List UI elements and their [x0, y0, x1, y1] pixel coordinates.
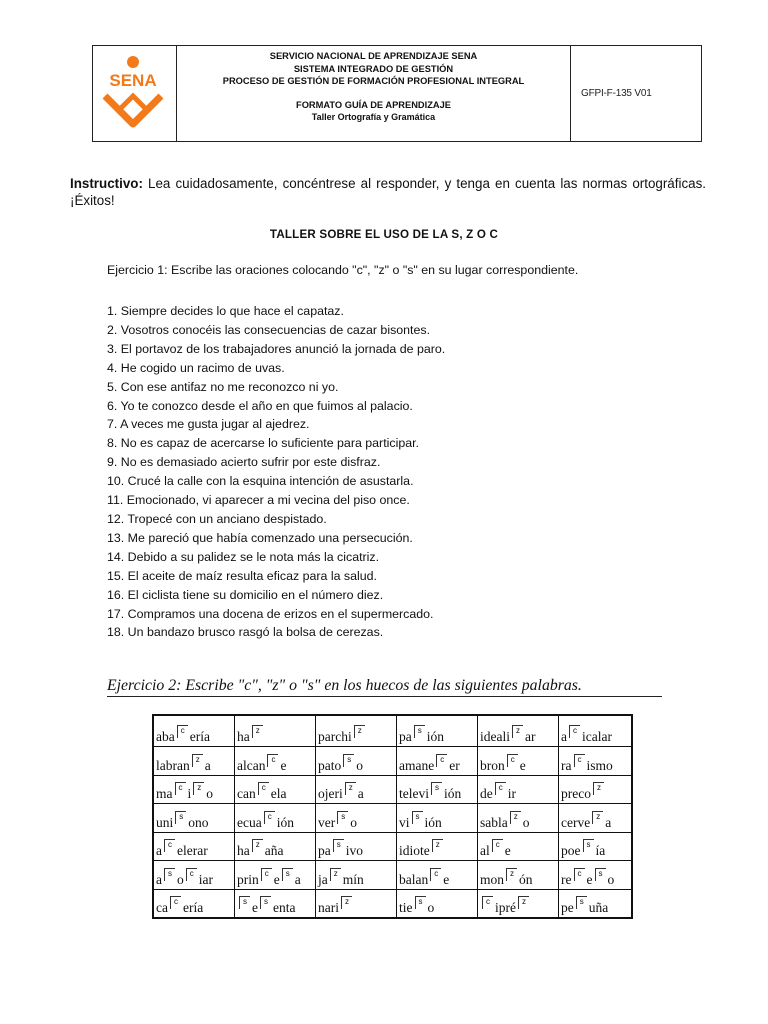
document-code: [571, 46, 701, 141]
letter-box[interactable]: s: [583, 839, 594, 852]
letter-box[interactable]: s: [431, 782, 442, 795]
letter-box[interactable]: z: [252, 725, 263, 738]
word-cell: [397, 747, 478, 776]
word-fragment: ón: [519, 871, 533, 887]
word-cell: [316, 715, 397, 747]
word-cell: [316, 804, 397, 833]
sentence-item: 10. Crucé la calle con la esquina intención de asustarla.: [107, 474, 414, 489]
letter-box[interactable]: z: [341, 896, 352, 909]
word-cell: [478, 775, 559, 804]
word-fragment: idiote: [399, 843, 430, 858]
sentence-item: 2. Vosotros conocéis las consecuencias de cazar bisontes.: [107, 322, 431, 337]
word-cell: [478, 804, 559, 833]
letter-box[interactable]: s: [415, 896, 426, 909]
word-row: [153, 889, 632, 918]
letter-box[interactable]: z: [330, 868, 341, 881]
word-fragment: i: [187, 786, 192, 801]
word-fragment: pa: [318, 843, 331, 858]
header-subtitle: Taller Ortografía y Gramática: [311, 112, 436, 123]
word-cell: [478, 715, 559, 747]
word-fragment: ver: [318, 814, 336, 830]
word-fragment: poe: [561, 843, 581, 858]
word-fragment: ela: [270, 786, 287, 801]
word-cell: [559, 775, 633, 804]
word-fragment: vi: [399, 814, 410, 830]
letter-box[interactable]: c: [170, 896, 181, 909]
letter-box[interactable]: c: [258, 782, 269, 795]
word-row: [153, 804, 632, 833]
word-fragment: ión: [426, 729, 445, 744]
sentence-item: 5. Con ese antifaz no me reconozco ni yo.: [107, 379, 339, 394]
letter-box[interactable]: z: [518, 896, 529, 909]
word-fragment: ca: [156, 900, 168, 915]
word-fragment: a: [156, 843, 162, 858]
word-cell: [316, 747, 397, 776]
word-cell: [397, 889, 478, 918]
sena-logo-icon: [97, 52, 169, 130]
letter-box[interactable]: s: [337, 811, 348, 824]
word-fragment: bron: [480, 757, 505, 773]
letter-box[interactable]: s: [576, 896, 587, 909]
word-fragment: al: [480, 843, 490, 858]
sentence-item: 14. Debido a su palidez se le nota más la cicatriz.: [107, 549, 380, 564]
instructions-text: Lea cuidadosamente, concéntrese al responder, y tenga en cuenta las normas ortográficas. ¡Éxitos!: [70, 176, 706, 208]
sentence-item: 13. Me pareció que había comenzado una persecución.: [107, 530, 413, 545]
word-fragment: ra: [561, 757, 572, 773]
word-row: [153, 861, 632, 890]
word-fragment: o: [350, 814, 357, 830]
word-cell: [235, 889, 316, 918]
sena-logo-cell: [93, 46, 176, 141]
word-fragment: labran: [156, 757, 190, 773]
letter-box[interactable]: z: [345, 782, 356, 795]
word-fragment: mon: [480, 871, 505, 887]
letter-box[interactable]: c: [482, 896, 493, 909]
letter-box[interactable]: s: [595, 868, 606, 881]
word-fragment: cerve: [561, 814, 591, 830]
word-fragment: can: [237, 786, 256, 801]
word-cell: [478, 747, 559, 776]
sentence-item: 15. El aceite de maíz resulta eficaz para la salud.: [107, 568, 377, 583]
instructions-label: Instructivo:: [70, 176, 143, 191]
word-fragment: a: [605, 814, 612, 830]
word-fragment: ha: [237, 843, 250, 858]
word-fragment: balan: [399, 871, 429, 887]
sentence-item: 17. Compramos una docena de erizos en el supermercado.: [107, 606, 434, 621]
letter-box[interactable]: s: [343, 754, 354, 767]
letter-box[interactable]: s: [333, 839, 344, 852]
sentence-item: 6. Yo te conozco desde el año en que fuimos al palacio.: [107, 398, 413, 413]
word-cell: [316, 861, 397, 890]
word-row: [153, 775, 632, 804]
word-fragment: e: [504, 843, 511, 858]
word-fragment: a: [156, 871, 162, 887]
word-cell: [559, 715, 633, 747]
word-fragment: icalar: [582, 729, 612, 744]
word-cell: [153, 715, 235, 747]
header-title-cell: [176, 46, 571, 141]
word-cell: [559, 747, 633, 776]
sentence-item: 11. Emocionado, vi aparecer a mi vecina del piso once.: [107, 493, 410, 508]
word-fragment: e: [280, 757, 287, 773]
exercise1-sentence-list: [107, 302, 445, 642]
word-fragment: e: [443, 871, 450, 887]
word-row: [153, 832, 632, 861]
word-fragment: ería: [189, 729, 210, 744]
word-fragment: elerar: [177, 843, 208, 858]
word-cell: [478, 832, 559, 861]
word-fragment: ía: [595, 843, 606, 858]
letter-box[interactable]: c: [569, 725, 580, 738]
letter-box[interactable]: c: [264, 811, 275, 824]
letter-box[interactable]: c: [186, 868, 197, 881]
sentence-item: 9. No es demasiado acierto sufrir por este disfraz.: [107, 455, 381, 470]
word-fragment: o: [522, 814, 530, 830]
letter-box[interactable]: z: [192, 754, 203, 767]
letter-box[interactable]: z: [510, 811, 521, 824]
letter-box[interactable]: c: [175, 782, 186, 795]
letter-box[interactable]: z: [252, 839, 263, 852]
word-fragment: pato: [318, 757, 342, 773]
word-fragment: ismo: [586, 757, 613, 773]
document-header: [92, 45, 702, 142]
word-cell: [316, 775, 397, 804]
word-cell: [478, 889, 559, 918]
word-fragment: ha: [237, 729, 250, 744]
word-cell: [559, 804, 633, 833]
word-cell: [559, 832, 633, 861]
sentence-item: 7. A veces me gusta jugar al ajedrez.: [107, 417, 310, 432]
word-fragment: ecua: [237, 814, 262, 830]
word-cell: [235, 832, 316, 861]
word-cell: [559, 861, 633, 890]
word-fragment: ideali: [480, 729, 510, 744]
word-fragment: tie: [399, 900, 413, 915]
word-fragment: ono: [188, 814, 209, 830]
letter-box[interactable]: c: [430, 868, 441, 881]
sentence-item: 8. No es capaz de acercarse lo suficiente para participar.: [107, 436, 419, 451]
word-fragment: ión: [276, 814, 294, 830]
letter-box[interactable]: z: [592, 811, 603, 824]
format-title: FORMATO GUÍA DE APRENDIZAJE: [296, 99, 451, 110]
word-cell: [235, 775, 316, 804]
word-cell: [153, 861, 235, 890]
letter-box[interactable]: c: [507, 754, 518, 767]
header-line-3: PROCESO DE GESTIÓN DE FORMACIÓN PROFESIONAL INTEGRAL: [222, 76, 525, 87]
sentence-item: 12. Tropecé con un anciano despistado.: [107, 511, 327, 526]
exercise2-word-table: [152, 714, 633, 919]
letter-box[interactable]: c: [436, 754, 447, 767]
word-fragment: a: [294, 871, 301, 887]
instructions: [70, 175, 706, 209]
word-fragment: o: [177, 871, 184, 887]
word-cell: [153, 775, 235, 804]
word-cell: [397, 804, 478, 833]
word-fragment: amane: [399, 757, 435, 773]
word-cell: [235, 804, 316, 833]
word-cell: [397, 832, 478, 861]
word-fragment: enta: [273, 900, 296, 915]
letter-box[interactable]: z: [506, 868, 517, 881]
word-fragment: a: [204, 757, 211, 773]
letter-box[interactable]: c: [177, 725, 188, 738]
sentence-item: 1. Siempre decides lo que hace el capataz.: [107, 304, 344, 318]
sentence-item: 16. El ciclista tiene su domicilio en el número diez.: [107, 587, 384, 602]
word-cell: [559, 889, 633, 918]
word-fragment: pa: [399, 729, 412, 744]
word-cell: [316, 889, 397, 918]
letter-box[interactable]: c: [164, 839, 175, 852]
sentence-item: 18. Un bandazo brusco rasgó la bolsa de cerezas.: [107, 625, 384, 640]
word-fragment: aña: [264, 843, 284, 858]
word-fragment: sabla: [480, 814, 508, 830]
word-fragment: e: [273, 871, 280, 887]
word-fragment: a: [561, 729, 567, 744]
word-cell: [397, 715, 478, 747]
word-cell: [153, 747, 235, 776]
word-cell: [235, 715, 316, 747]
word-fragment: aba: [156, 729, 175, 744]
letter-box[interactable]: z: [512, 725, 523, 738]
word-fragment: o: [607, 871, 615, 887]
word-fragment: prin: [237, 871, 259, 887]
letter-box[interactable]: c: [492, 839, 503, 852]
word-fragment: er: [449, 757, 460, 773]
letter-box[interactable]: z: [432, 839, 443, 852]
word-fragment: ivo: [345, 843, 364, 858]
word-fragment: o: [427, 900, 435, 915]
word-row: [153, 747, 632, 776]
word-fragment: de: [480, 786, 493, 801]
word-fragment: alcan: [237, 757, 266, 773]
word-cell: [397, 861, 478, 890]
word-fragment: mín: [342, 871, 364, 887]
header-line-2: SISTEMA INTEGRADO DE GESTIÓN: [293, 63, 454, 74]
letter-box[interactable]: s: [175, 811, 186, 824]
letter-box[interactable]: z: [593, 782, 604, 795]
word-fragment: ja: [318, 871, 328, 887]
word-fragment: a: [357, 786, 364, 801]
word-fragment: o: [206, 786, 214, 801]
word-fragment: e: [586, 871, 593, 887]
word-fragment: re: [561, 871, 572, 887]
word-fragment: parchi: [318, 729, 352, 744]
letter-box[interactable]: c: [574, 754, 585, 767]
letter-box[interactable]: c: [267, 754, 278, 767]
logo-text: SENA: [109, 71, 157, 90]
letter-box[interactable]: s: [164, 868, 175, 881]
letter-box[interactable]: c: [574, 868, 585, 881]
word-fragment: ería: [182, 900, 204, 915]
word-fragment: ipré: [495, 900, 516, 915]
word-fragment: ión: [424, 814, 442, 830]
word-cell: [235, 861, 316, 890]
word-cell: [397, 775, 478, 804]
document-code-text: GFPI-F-135 V01: [581, 88, 652, 99]
word-fragment: ma: [156, 786, 173, 801]
word-cell: [153, 832, 235, 861]
word-cell: [153, 804, 235, 833]
word-cell: [153, 889, 235, 918]
word-fragment: nari: [318, 900, 339, 915]
sentence-item: 3. El portavoz de los trabajadores anunció la jornada de paro.: [107, 341, 446, 356]
word-fragment: o: [356, 757, 363, 773]
word-fragment: ar: [525, 729, 536, 744]
exercise1-prompt: Ejercicio 1: Escribe las oraciones colocando "c", "z" o "s" en su lugar correspondiente.: [107, 263, 579, 277]
word-cell: [478, 861, 559, 890]
letter-box[interactable]: s: [412, 811, 423, 824]
word-fragment: preco: [561, 786, 591, 801]
header-line-1: SERVICIO NACIONAL DE APRENDIZAJE SENA: [269, 51, 478, 61]
word-row: [153, 715, 632, 747]
word-cell: [316, 832, 397, 861]
letter-box[interactable]: s: [414, 725, 425, 738]
letter-box[interactable]: s: [282, 868, 293, 881]
exercise2-prompt: Ejercicio 2: Escribe "c", "z" o "s" en los huecos de las siguientes palabras.: [107, 677, 662, 697]
letter-box[interactable]: s: [260, 896, 271, 909]
letter-box[interactable]: c: [495, 782, 506, 795]
taller-title: TALLER SOBRE EL USO DE LA S, Z O C: [269, 228, 499, 241]
word-fragment: ir: [507, 786, 516, 801]
sentence-item: 4. He cogido un racimo de uvas.: [107, 360, 285, 375]
word-fragment: iar: [198, 871, 213, 887]
word-fragment: uni: [156, 814, 174, 830]
word-fragment: ojeri: [318, 786, 343, 801]
word-fragment: e: [519, 757, 526, 773]
word-fragment: e: [252, 900, 258, 915]
letter-box[interactable]: z: [354, 725, 365, 738]
word-fragment: ión: [444, 786, 462, 801]
letter-box[interactable]: s: [239, 896, 250, 909]
word-fragment: pe: [561, 900, 574, 915]
letter-box[interactable]: c: [261, 868, 272, 881]
word-cell: [235, 747, 316, 776]
letter-box[interactable]: z: [193, 782, 204, 795]
word-fragment: uña: [588, 900, 609, 915]
word-fragment: televi: [399, 786, 429, 801]
